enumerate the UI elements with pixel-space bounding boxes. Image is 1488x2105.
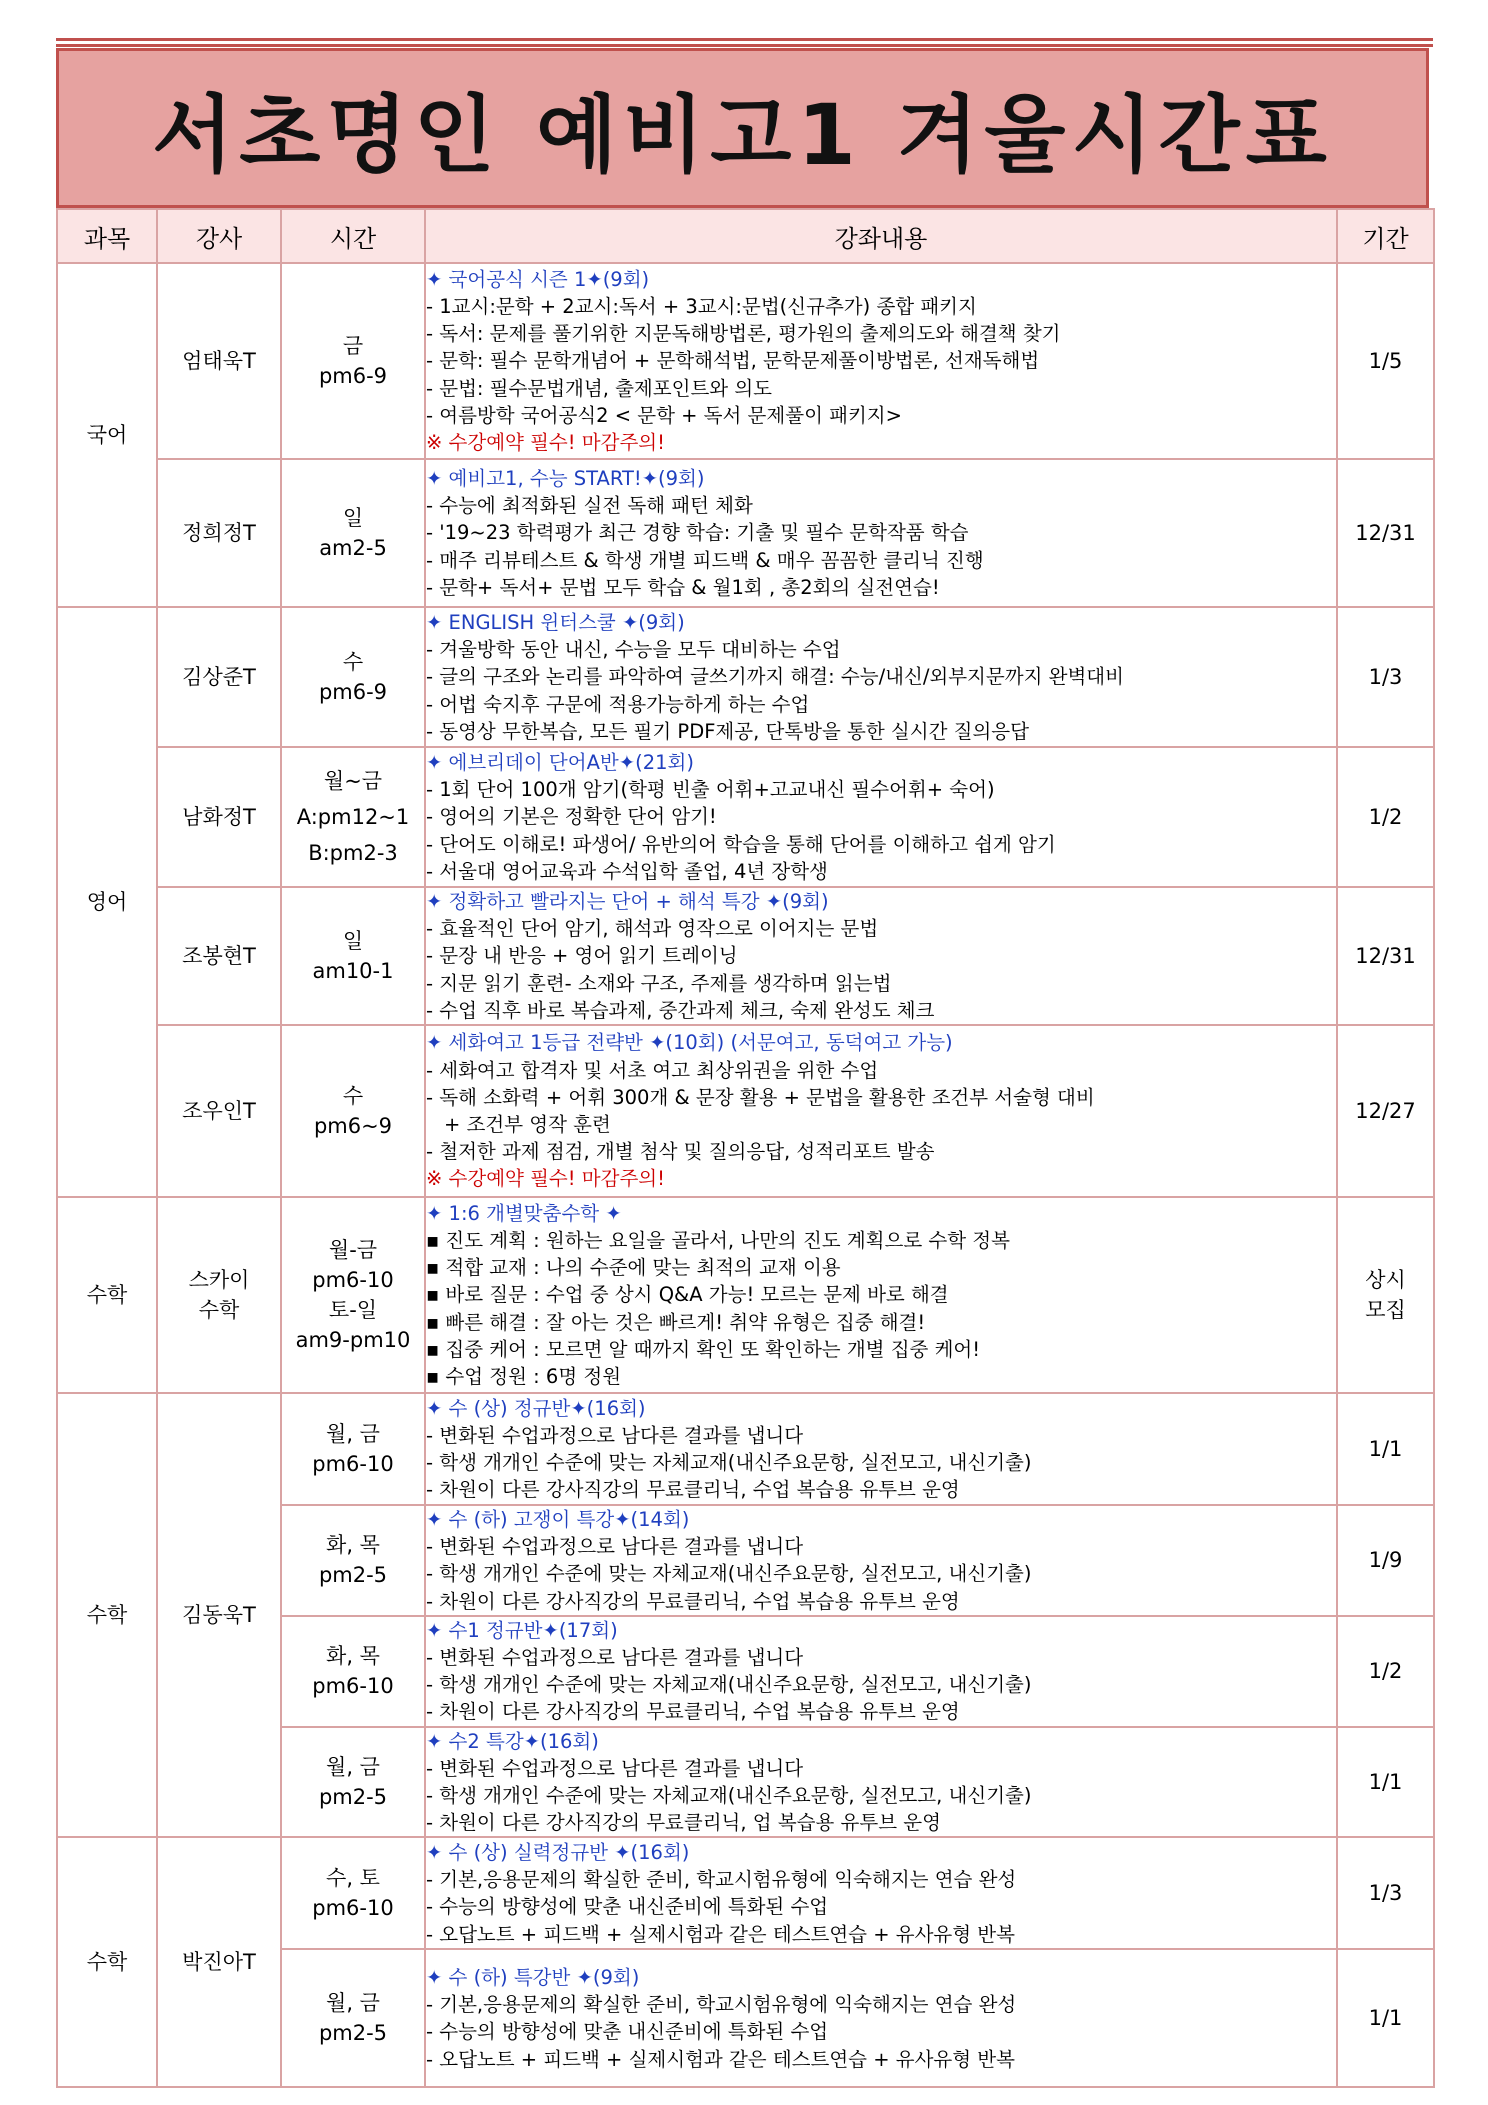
teacher-name: 김동욱T <box>182 1603 256 1628</box>
course-detail-line: - 효율적인 단어 암기, 해석과 영작으로 이어지는 문법 <box>426 917 879 941</box>
course-title: ✦ 정확하고 빨라지는 단어 + 해석 특강 ✦(9회) <box>426 890 829 913</box>
time-line: 수, 토 <box>326 1866 380 1891</box>
course-detail-line: - 1회 단어 100개 암기(학평 빈출 어휘+고교내신 필수어휘+ 숙어) <box>426 778 995 802</box>
course-title: ✦ 세화여고 1등급 전략반 ✦(10회) (서문여고, 동덕여고 가능) <box>426 1031 953 1055</box>
course-detail-line: - 글의 구조와 논리를 파악하여 글쓰기까지 해결: 수능/내신/외부지문까지 완벽대비 <box>426 665 1124 689</box>
course-detail-line: - 변화된 수업과정으로 남다른 결과를 냅니다 <box>426 1535 804 1559</box>
time-cell <box>281 747 425 887</box>
time-line: pm2-5 <box>318 2021 388 2046</box>
course-detail-line: ▪ 집중 케어 : 모르면 알 때까지 확인 또 확인하는 개별 집중 케어! <box>426 1337 981 1361</box>
period-cell <box>1337 263 1434 459</box>
course-content-cell <box>425 263 1337 459</box>
period-cell <box>1337 1727 1434 1838</box>
course-detail-line: - 지문 읽기 훈련- 소재와 구조, 주제를 생각하며 읽는법 <box>426 971 892 995</box>
period-value: 1/2 <box>1368 1659 1403 1684</box>
course-content-cell <box>425 459 1337 607</box>
period-value: 1/9 <box>1368 1548 1403 1573</box>
time-cell <box>281 1949 425 2087</box>
period-cell <box>1337 607 1434 747</box>
course-detail-line: - 오답노트 + 피드백 + 실제시험과 같은 테스트연습 + 유사유형 반복 <box>426 2047 1015 2071</box>
time-line: am2-5 <box>319 536 387 560</box>
course-detail-line: - 기본,응용문제의 확실한 준비, 학교시험유형에 익숙해지는 연습 완성 <box>426 1868 1017 1892</box>
notice-text: ※ 수강예약 필수! 마감주의! <box>426 431 665 454</box>
period-value: 상시 <box>1365 1268 1406 1293</box>
period-value: 12/31 <box>1355 944 1416 968</box>
course-detail-line: - 수업 직후 바로 복습과제, 중간과제 체크, 숙제 완성도 체크 <box>426 998 935 1022</box>
course-content-cell <box>425 607 1337 747</box>
header-subject: 과목 <box>57 209 157 263</box>
teacher-name: 정희정T <box>182 521 256 545</box>
course-content-cell <box>425 747 1337 887</box>
top-rule-2 <box>56 44 1433 47</box>
time-line: B:pm2-3 <box>308 841 398 865</box>
period-value: 1/1 <box>1368 1437 1403 1462</box>
course-row <box>57 1837 1434 1949</box>
course-detail-line: - 차원이 다른 강사직강의 무료클리닉, 수업 복습용 유투브 운영 <box>426 1700 960 1724</box>
course-detail-line: - 차원이 다른 강사직강의 무료클리닉, 업 복습용 유투브 운영 <box>426 1811 941 1835</box>
subject-cell: 수학 <box>57 1393 157 1837</box>
time-line: 월, 금 <box>326 1755 380 1780</box>
subject-cell: 수학 <box>57 1197 157 1393</box>
time-line: pm6-9 <box>318 364 388 388</box>
course-row <box>57 887 1434 1025</box>
header-time: 시간 <box>281 209 425 263</box>
course-content-cell <box>425 1616 1337 1727</box>
course-detail-line: - 독해 소화력 + 어휘 300개 & 문장 활용 + 문법을 활용한 조건부 서술형 대비 <box>426 1085 1095 1109</box>
teacher-cell <box>157 747 281 887</box>
time-line: 월, 금 <box>326 1422 380 1447</box>
course-title: ✦ 수1 정규반✦(17회) <box>426 1618 618 1642</box>
course-title: ✦ 예비고1, 수능 START!✦(9회) <box>426 466 705 490</box>
time-line: 수 <box>342 650 364 674</box>
period-value: 1/1 <box>1368 1770 1403 1795</box>
time-cell <box>281 1025 425 1197</box>
course-detail-line: ▪ 수업 정원 : 6명 정원 <box>426 1365 622 1389</box>
time-line: A:pm12~1 <box>296 805 410 829</box>
course-detail-line: - 차원이 다른 강사직강의 무료클리닉, 수업 복습용 유투브 운영 <box>426 1478 960 1502</box>
teacher-cell <box>157 459 281 607</box>
course-title: ✦ 국어공식 시즌 1✦(9회) <box>426 267 650 291</box>
time-line: pm6-9 <box>318 680 388 704</box>
time-line: 월~금 <box>323 769 383 793</box>
time-cell <box>281 263 425 459</box>
time-cell <box>281 459 425 607</box>
course-detail-line: - 독서: 문제를 풀기위한 지문독해방법론, 평가원의 출제의도와 해결책 찾기 <box>426 322 1061 346</box>
course-row <box>57 747 1434 887</box>
course-title: ✦ 수2 특강✦(16회) <box>426 1729 599 1753</box>
teacher-name: 스카이 <box>188 1268 250 1293</box>
course-content-cell <box>425 1393 1337 1505</box>
course-detail-line: ▪ 바로 질문 : 수업 중 상시 Q&A 가능! 모르는 문제 바로 해결 <box>426 1283 949 1307</box>
time-line: pm2-5 <box>318 1563 388 1588</box>
subject-cell: 영어 <box>57 607 157 1197</box>
period-value: 1/3 <box>1368 665 1403 689</box>
title-banner <box>56 48 1429 208</box>
course-content-cell <box>425 1025 1337 1197</box>
header-row <box>57 209 1434 263</box>
course-detail-line: - 변화된 수업과정으로 남다른 결과를 냅니다 <box>426 1646 804 1670</box>
time-line: pm6~9 <box>313 1114 393 1139</box>
course-detail-line: - 세화여고 합격자 및 서초 여고 최상위권을 위한 수업 <box>426 1058 879 1082</box>
subject-cell: 국어 <box>57 263 157 607</box>
course-detail-line: - 영어의 기본은 정확한 단어 암기! <box>426 805 717 829</box>
course-detail-line: - 변화된 수업과정으로 남다른 결과를 냅니다 <box>426 1423 804 1447</box>
time-line: 금 <box>342 334 364 358</box>
header-content: 강좌내용 <box>425 209 1337 263</box>
time-cell <box>281 1393 425 1505</box>
period-cell <box>1337 1616 1434 1727</box>
course-detail-line: - 겨울방학 동안 내신, 수능을 모두 대비하는 수업 <box>426 638 841 662</box>
period-value: 1/3 <box>1368 1881 1403 1906</box>
teacher-name: 박진아T <box>182 1950 256 1975</box>
course-detail-line: - 문장 내 반응 + 영어 읽기 트레이닝 <box>426 944 738 968</box>
time-line: 일 <box>342 506 364 530</box>
course-detail-line: - 수능의 방향성에 맞춘 내신준비에 특화된 수업 <box>426 1895 829 1919</box>
period-value: 1/2 <box>1368 805 1403 829</box>
time-line: pm6-10 <box>312 1896 394 1921</box>
course-detail-line: - 수능의 방향성에 맞춘 내신준비에 특화된 수업 <box>426 2020 829 2044</box>
course-row <box>57 1393 1434 1505</box>
teacher-name: 조봉현T <box>182 944 256 968</box>
page-title: 서초명인 예비고1 겨울시간표 <box>152 85 1333 184</box>
teacher-name: 남화정T <box>182 805 256 829</box>
time-line: 일 <box>342 929 364 953</box>
course-detail-line: - 학생 개개인 수준에 맞는 자체교재(내신주요문항, 실전모고, 내신기출) <box>426 1562 1032 1586</box>
course-row <box>57 459 1434 607</box>
course-detail-line: ▪ 빠른 해결 : 잘 아는 것은 빠르게! 취약 유형은 집중 해결! <box>426 1310 926 1334</box>
course-detail-line: - 어법 숙지후 구문에 적용가능하게 하는 수업 <box>426 692 810 716</box>
header-period: 기간 <box>1337 209 1434 263</box>
course-title: ✦ 수 (하) 고쟁이 특강✦(14회) <box>426 1508 690 1532</box>
course-detail-line: - 1교시:문학 + 2교시:독서 + 3교시:문법(신규추가) 종합 패키지 <box>426 294 977 318</box>
time-line: am9-pm10 <box>295 1328 411 1353</box>
course-detail-line: - 문학: 필수 문학개념어 + 문학해석법, 문학문제풀이방법론, 선재독해법 <box>426 349 1040 373</box>
time-line: 토-일 <box>328 1298 378 1323</box>
time-line: 화, 목 <box>326 1533 380 1558</box>
course-content-cell <box>425 887 1337 1025</box>
teacher-cell <box>157 263 281 459</box>
course-title: ✦ 수 (상) 정규반✦(16회) <box>426 1396 646 1420</box>
top-rule-1 <box>56 38 1433 41</box>
course-detail-line: - 오답노트 + 피드백 + 실제시험과 같은 테스트연습 + 유사유형 반복 <box>426 1922 1015 1946</box>
teacher-cell <box>157 1197 281 1393</box>
course-detail-line: - 학생 개개인 수준에 맞는 자체교재(내신주요문항, 실전모고, 내신기출) <box>426 1673 1032 1697</box>
course-title: ✦ 1:6 개별맞춤수학 ✦ <box>426 1201 622 1225</box>
time-line: pm6-10 <box>312 1674 394 1699</box>
period-cell <box>1337 1837 1434 1949</box>
teacher-name: 김상준T <box>182 665 256 689</box>
course-detail-line: + 조건부 영작 훈련 <box>444 1113 611 1137</box>
course-detail-line: - 단어도 이해로! 파생어/ 유반의어 학습을 통해 단어를 이해하고 쉽게 암기 <box>426 832 1056 856</box>
course-detail-line: ▪ 적합 교재 : 나의 수준에 맞는 최적의 교재 이용 <box>426 1256 841 1280</box>
course-detail-line: - 매주 리뷰테스트 & 학생 개별 피드백 & 매우 꼼꼼한 클리닉 진행 <box>426 548 984 572</box>
course-content-cell <box>425 1197 1337 1393</box>
course-content-cell <box>425 1949 1337 2087</box>
course-row <box>57 1025 1434 1197</box>
teacher-name: 엄태욱T <box>182 349 256 373</box>
course-detail-line: - 학생 개개인 수준에 맞는 자체교재(내신주요문항, 실전모고, 내신기출) <box>426 1451 1032 1475</box>
period-value: 1/5 <box>1368 349 1403 373</box>
time-line: 화, 목 <box>326 1644 380 1669</box>
teacher-cell <box>157 1837 281 2087</box>
period-cell <box>1337 1393 1434 1505</box>
time-cell <box>281 1727 425 1838</box>
course-title: ✦ 에브리데이 단어A반✦(21회) <box>426 750 694 774</box>
time-cell <box>281 1616 425 1727</box>
course-detail-line: - 수능에 최적화된 실전 독해 패턴 체화 <box>426 494 753 518</box>
teacher-name: 수학 <box>198 1298 240 1323</box>
teacher-cell <box>157 887 281 1025</box>
course-detail-line: - 동영상 무한복습, 모든 필기 PDF제공, 단톡방을 통한 실시간 질의응답 <box>426 719 1029 743</box>
teacher-cell <box>157 1025 281 1197</box>
course-detail-line: - 여름방학 국어공식2 < 문학 + 독서 문제풀이 패키지> <box>426 403 902 427</box>
course-content-cell <box>425 1727 1337 1838</box>
course-detail-line: - 서울대 영어교육과 수석입학 졸업, 4년 장학생 <box>426 859 828 883</box>
subject-cell: 수학 <box>57 1837 157 2087</box>
course-detail-line: - '19~23 학력평가 최근 경향 학습: 기출 및 필수 문학작품 학습 <box>426 521 969 545</box>
time-cell <box>281 1837 425 1949</box>
period-value: 1/1 <box>1368 2006 1403 2031</box>
period-cell <box>1337 1949 1434 2087</box>
time-line: pm2-5 <box>318 1785 388 1810</box>
course-row <box>57 263 1434 459</box>
course-title: ✦ ENGLISH 윈터스쿨 ✦(9회) <box>426 610 685 634</box>
period-cell <box>1337 887 1434 1025</box>
period-value: 12/27 <box>1355 1099 1416 1124</box>
time-cell <box>281 607 425 747</box>
period-value: 12/31 <box>1355 521 1416 545</box>
time-line: 수 <box>342 1084 364 1109</box>
teacher-cell <box>157 1393 281 1837</box>
teacher-name: 조우인T <box>182 1099 256 1124</box>
course-detail-line: - 문법: 필수문법개념, 출제포인트와 의도 <box>426 376 772 400</box>
course-detail-line: - 철저한 과제 점검, 개별 첨삭 및 질의응답, 성적리포트 발송 <box>426 1140 935 1164</box>
period-cell <box>1337 1025 1434 1197</box>
course-row <box>57 607 1434 747</box>
time-line: pm6-10 <box>312 1452 394 1477</box>
time-line: 월, 금 <box>326 1991 380 2016</box>
time-line: 월-금 <box>328 1238 378 1263</box>
time-cell <box>281 1197 425 1393</box>
teacher-cell <box>157 607 281 747</box>
time-line: pm6-10 <box>312 1268 394 1293</box>
period-cell <box>1337 459 1434 607</box>
notice-text: ※ 수강예약 필수! 마감주의! <box>426 1167 665 1191</box>
course-detail-line: - 기본,응용문제의 확실한 준비, 학교시험유형에 익숙해지는 연습 완성 <box>426 1993 1017 2017</box>
time-cell <box>281 887 425 1025</box>
course-detail-line: - 문학+ 독서+ 문법 모두 학습 & 월1회 , 총2회의 실전연습! <box>426 575 940 599</box>
period-cell <box>1337 747 1434 887</box>
period-value: 모집 <box>1365 1298 1406 1323</box>
period-cell <box>1337 1197 1434 1393</box>
course-content-cell <box>425 1837 1337 1949</box>
time-line: am10-1 <box>312 959 394 983</box>
course-content-cell <box>425 1505 1337 1616</box>
course-detail-line: - 변화된 수업과정으로 남다른 결과를 냅니다 <box>426 1756 804 1780</box>
course-title: ✦ 수 (상) 실력정규반 ✦(16회) <box>426 1841 690 1865</box>
course-title: ✦ 수 (하) 특강반 ✦(9회) <box>426 1966 640 1990</box>
course-row <box>57 1197 1434 1393</box>
course-detail-line: - 학생 개개인 수준에 맞는 자체교재(내신주요문항, 실전모고, 내신기출) <box>426 1784 1032 1808</box>
header-teacher: 강사 <box>157 209 281 263</box>
course-detail-line: - 차원이 다른 강사직강의 무료클리닉, 수업 복습용 유투브 운영 <box>426 1589 960 1613</box>
time-cell <box>281 1505 425 1616</box>
timetable <box>56 208 1435 2088</box>
period-cell <box>1337 1505 1434 1616</box>
course-detail-line: ▪ 진도 계획 : 원하는 요일을 골라서, 나만의 진도 계획으로 수학 정복 <box>426 1229 1010 1252</box>
